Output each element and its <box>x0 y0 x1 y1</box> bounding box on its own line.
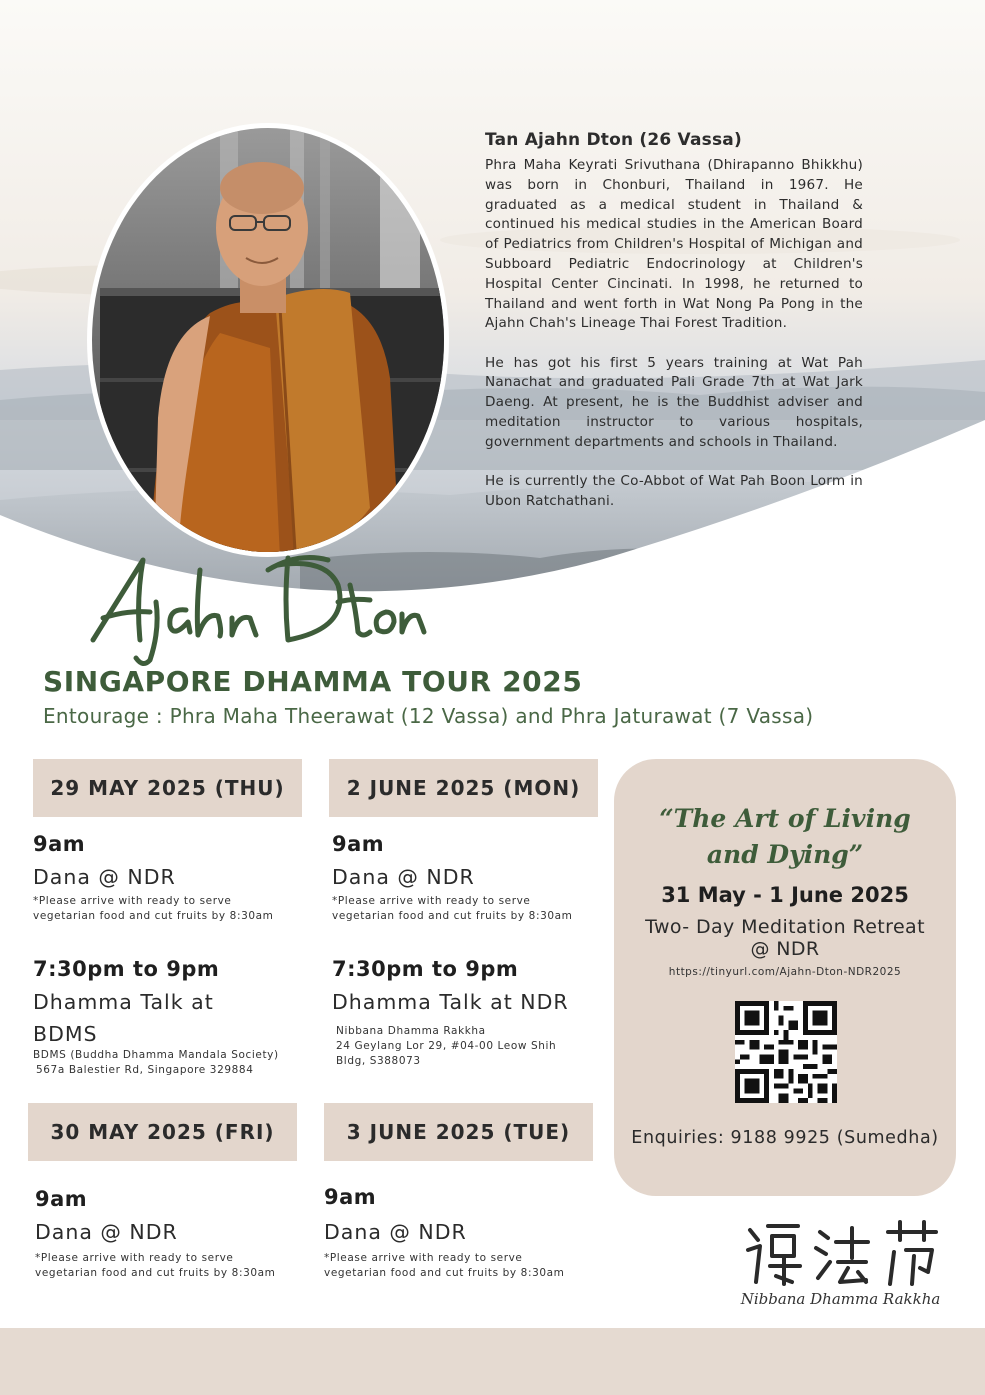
date-box-3-june: 3 JUNE 2025 (TUE) <box>324 1103 593 1161</box>
entourage-line: Entourage : Phra Maha Theerawat (12 Vassa) and Phra Jaturawat (7 Vassa) <box>43 704 814 728</box>
retreat-dates: 31 May - 1 June 2025 <box>661 883 909 907</box>
bio-name: Tan Ajahn Dton (26 Vassa) <box>485 130 742 150</box>
registration-link[interactable]: https://tinyurl.com/Ajahn-Dton-NDR2025 <box>668 966 902 978</box>
time-9am: 9am <box>35 1187 88 1211</box>
retreat-card <box>614 759 956 1196</box>
retreat-title <box>614 801 956 873</box>
time-9am: 9am <box>332 832 385 856</box>
note-line-1: *Please arrive with ready to serve <box>33 895 232 907</box>
venue-address-3: Bldg, S388073 <box>336 1055 421 1067</box>
event-dana: Dana @ NDR <box>33 865 176 889</box>
date-box-29-may: 29 MAY 2025 (THU) <box>33 759 302 817</box>
retreat-title-line-1: “The Art of Living <box>659 804 911 833</box>
time-9am: 9am <box>33 832 86 856</box>
retreat-description <box>614 916 956 960</box>
note-line-2: vegetarian food and cut fruits by 8:30am <box>332 910 573 922</box>
time-9am: 9am <box>324 1185 377 1209</box>
venue-address-1: Nibbana Dhamma Rakkha <box>336 1025 486 1037</box>
biography <box>485 130 863 531</box>
bio-paragraph-3: He is currently the Co-Abbot of Wat Pah Boon Lorm in Ubon Ratchathani. <box>485 473 863 509</box>
monk-portrait <box>80 118 460 558</box>
venue-address-2: 24 Geylang Lor 29, #04-00 Leow Shih <box>336 1040 557 1052</box>
event-dhamma-talk: Dhamma Talk at <box>33 990 214 1014</box>
time-evening: 7:30pm to 9pm <box>33 957 220 981</box>
event-dana: Dana @ NDR <box>35 1220 178 1244</box>
note-line-2: vegetarian food and cut fruits by 8:30am <box>35 1267 276 1279</box>
date-box-30-may: 30 MAY 2025 (FRI) <box>28 1103 297 1161</box>
event-venue: BDMS <box>33 1022 98 1046</box>
time-evening: 7:30pm to 9pm <box>332 957 519 981</box>
enquiries-contact: Enquiries: 9188 9925 (Sumedha) <box>631 1128 939 1148</box>
bio-paragraph-2: He has got his first 5 years training at Wat Pah Nanachat and graduated Pali Grade 7th at Wat Jark Daeng. At present, he is the Buddhist adviser and meditation instructor to various hospitals, government departments and schools in Thailand. <box>485 354 863 450</box>
note-line-1: *Please arrive with ready to serve <box>35 1252 234 1264</box>
retreat-desc-line-1: Two- Day Meditation Retreat <box>645 916 925 938</box>
note-line-2: vegetarian food and cut fruits by 8:30am <box>33 910 274 922</box>
retreat-desc-line-2: @ NDR <box>750 938 820 960</box>
event-dhamma-talk: Dhamma Talk at NDR <box>332 990 569 1014</box>
note-line-2: vegetarian food and cut fruits by 8:30am <box>324 1267 565 1279</box>
event-dana: Dana @ NDR <box>332 865 475 889</box>
tour-title: SINGAPORE DHAMMA TOUR 2025 <box>43 665 583 698</box>
logo-name: Nibbana Dhamma Rakkha <box>740 1290 941 1308</box>
note-line-1: *Please arrive with ready to serve <box>324 1252 523 1264</box>
footer-bar <box>0 1328 985 1395</box>
bio-paragraph-1: Phra Maha Keyrati Srivuthana (Dhirapanno Bhikkhu) was born in Chonburi, Thailand in 1967. He graduated as a medical student in Thailand & continued his medical studies in the American Board of Pediatrics from Children's Hospital of Michigan and Subboard Pediatric Endocrinology at Children's Hospital Center Cincinati. In 1998, he returned to Thailand and went forth in Wat Nong Pa Pong in the Ajahn Chah's Lineage Thai Forest Tradition. <box>485 157 863 332</box>
retreat-title-line-2: and Dying” <box>706 840 864 869</box>
qr-code[interactable] <box>735 1001 837 1103</box>
date-box-2-june: 2 JUNE 2025 (MON) <box>329 759 598 817</box>
event-dana: Dana @ NDR <box>324 1220 467 1244</box>
venue-address-1: BDMS (Buddha Dhamma Mandala Society) <box>33 1049 279 1061</box>
venue-address-2: 567a Balestier Rd, Singapore 329884 <box>36 1064 254 1076</box>
note-line-1: *Please arrive with ready to serve <box>332 895 531 907</box>
signature-ajahn-dton <box>88 540 428 670</box>
